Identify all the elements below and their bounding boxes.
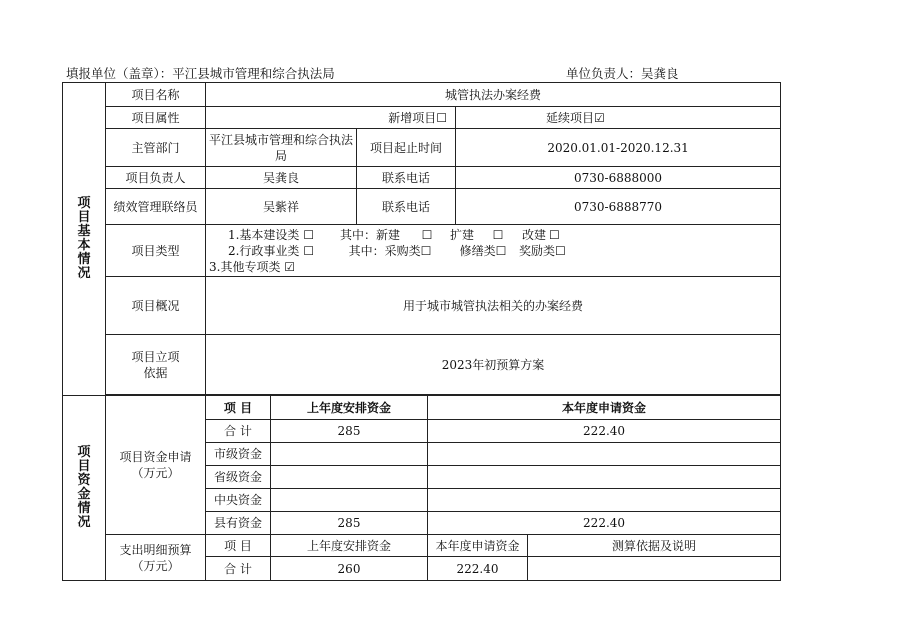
phone-value: 0730-6888000 — [456, 167, 781, 189]
detail-row-last: 260 — [271, 557, 428, 581]
overview-label: 项目概况 — [106, 277, 206, 335]
apply-row-label: 县有资金 — [206, 512, 271, 535]
apply-col-item: 项 目 — [206, 396, 271, 420]
contact-value: 吴紫祥 — [206, 189, 357, 225]
apply-row-last — [271, 466, 428, 489]
apply-col-this: 本年度申请资金 — [428, 396, 781, 420]
detail-label: 支出明细预算（万元） — [106, 535, 206, 581]
type-admin-option[interactable]: 2.行政事业类 ☐ — [227, 243, 315, 258]
type-basic-new-label: 其中：新建 — [339, 227, 400, 242]
apply-row-this — [428, 443, 781, 466]
basis-value: 2023年初预算方案 — [206, 335, 781, 395]
type-basic-expand-checkbox[interactable]: ☐ — [492, 227, 504, 242]
project-name-value: 城管执法办案经费 — [206, 83, 781, 107]
apply-row-this: 222.40 — [428, 512, 781, 535]
dept-value: 平江县城市管理和综合执法局 — [206, 129, 357, 167]
project-type-options — [206, 225, 781, 277]
type-admin-reward-option[interactable]: 奖励类☐ — [519, 243, 566, 258]
type-admin-purchase-option[interactable]: 其中：采购类☐ — [348, 243, 432, 258]
type-basic-new-checkbox[interactable]: ☐ — [421, 227, 433, 242]
project-form-table — [62, 82, 781, 581]
period-value: 2020.01.01-2020.12.31 — [456, 129, 781, 167]
apply-row-this — [428, 489, 781, 512]
type-basic-option[interactable]: 1.基本建设类 ☐ — [227, 227, 315, 242]
apply-row-last: 285 — [271, 512, 428, 535]
phone-label: 联系电话 — [357, 167, 456, 189]
unit-leader-label: 单位负责人：吴龚良 — [566, 66, 679, 81]
detail-col-basis: 测算依据及说明 — [528, 535, 781, 557]
type-special-option[interactable]: 3.其他专项类 ☑ — [209, 259, 296, 274]
detail-row-this: 222.40 — [428, 557, 528, 581]
dept-label: 主管部门 — [106, 129, 206, 167]
detail-row-basis — [528, 557, 781, 581]
type-basic-expand-label: 扩建 — [449, 227, 474, 242]
unit-label: 填报单位（盖章）：平江县城市管理和综合执法局 — [66, 66, 335, 81]
type-admin-repair-option[interactable]: 修缮类☐ — [459, 243, 507, 258]
apply-label: 项目资金申请（万元） — [106, 396, 206, 535]
apply-row-last — [271, 443, 428, 466]
period-label: 项目起止时间 — [357, 129, 456, 167]
detail-col-item: 项 目 — [206, 535, 271, 557]
detail-row-label: 合 计 — [206, 557, 271, 581]
type-basic-rebuild-label: 改建 — [521, 227, 546, 242]
project-attr-label: 项目属性 — [106, 107, 206, 129]
apply-row-last: 285 — [271, 420, 428, 443]
apply-row-label: 省级资金 — [206, 466, 271, 489]
overview-value: 用于城市城管执法相关的办案经费 — [206, 277, 781, 335]
apply-col-last: 上年度安排资金 — [271, 396, 428, 420]
attr-new-option[interactable]: 新增项目☐ — [206, 107, 456, 129]
basic-info-section-title: 项目基本情况 — [63, 83, 106, 396]
contact-label: 绩效管理联络员 — [106, 189, 206, 225]
apply-row-label: 中央资金 — [206, 489, 271, 512]
project-name-label: 项目名称 — [106, 83, 206, 107]
apply-row-label: 合 计 — [206, 420, 271, 443]
project-type-label: 项目类型 — [106, 225, 206, 277]
detail-col-this: 本年度申请资金 — [428, 535, 528, 557]
phone2-value: 0730-6888770 — [456, 189, 781, 225]
leader-value: 吴龚良 — [206, 167, 357, 189]
funding-section-title: 项目资金情况 — [63, 396, 106, 581]
leader-label: 项目负责人 — [106, 167, 206, 189]
apply-row-this — [428, 466, 781, 489]
apply-row-label: 市级资金 — [206, 443, 271, 466]
type-basic-rebuild-checkbox[interactable]: ☐ — [549, 227, 560, 242]
attr-continue-option[interactable]: 延续项目☑ — [456, 107, 781, 129]
phone2-label: 联系电话 — [357, 189, 456, 225]
apply-row-last — [271, 489, 428, 512]
detail-col-last: 上年度安排资金 — [271, 535, 428, 557]
basis-label: 项目立项依据 — [106, 335, 206, 395]
apply-row-this: 222.40 — [428, 420, 781, 443]
